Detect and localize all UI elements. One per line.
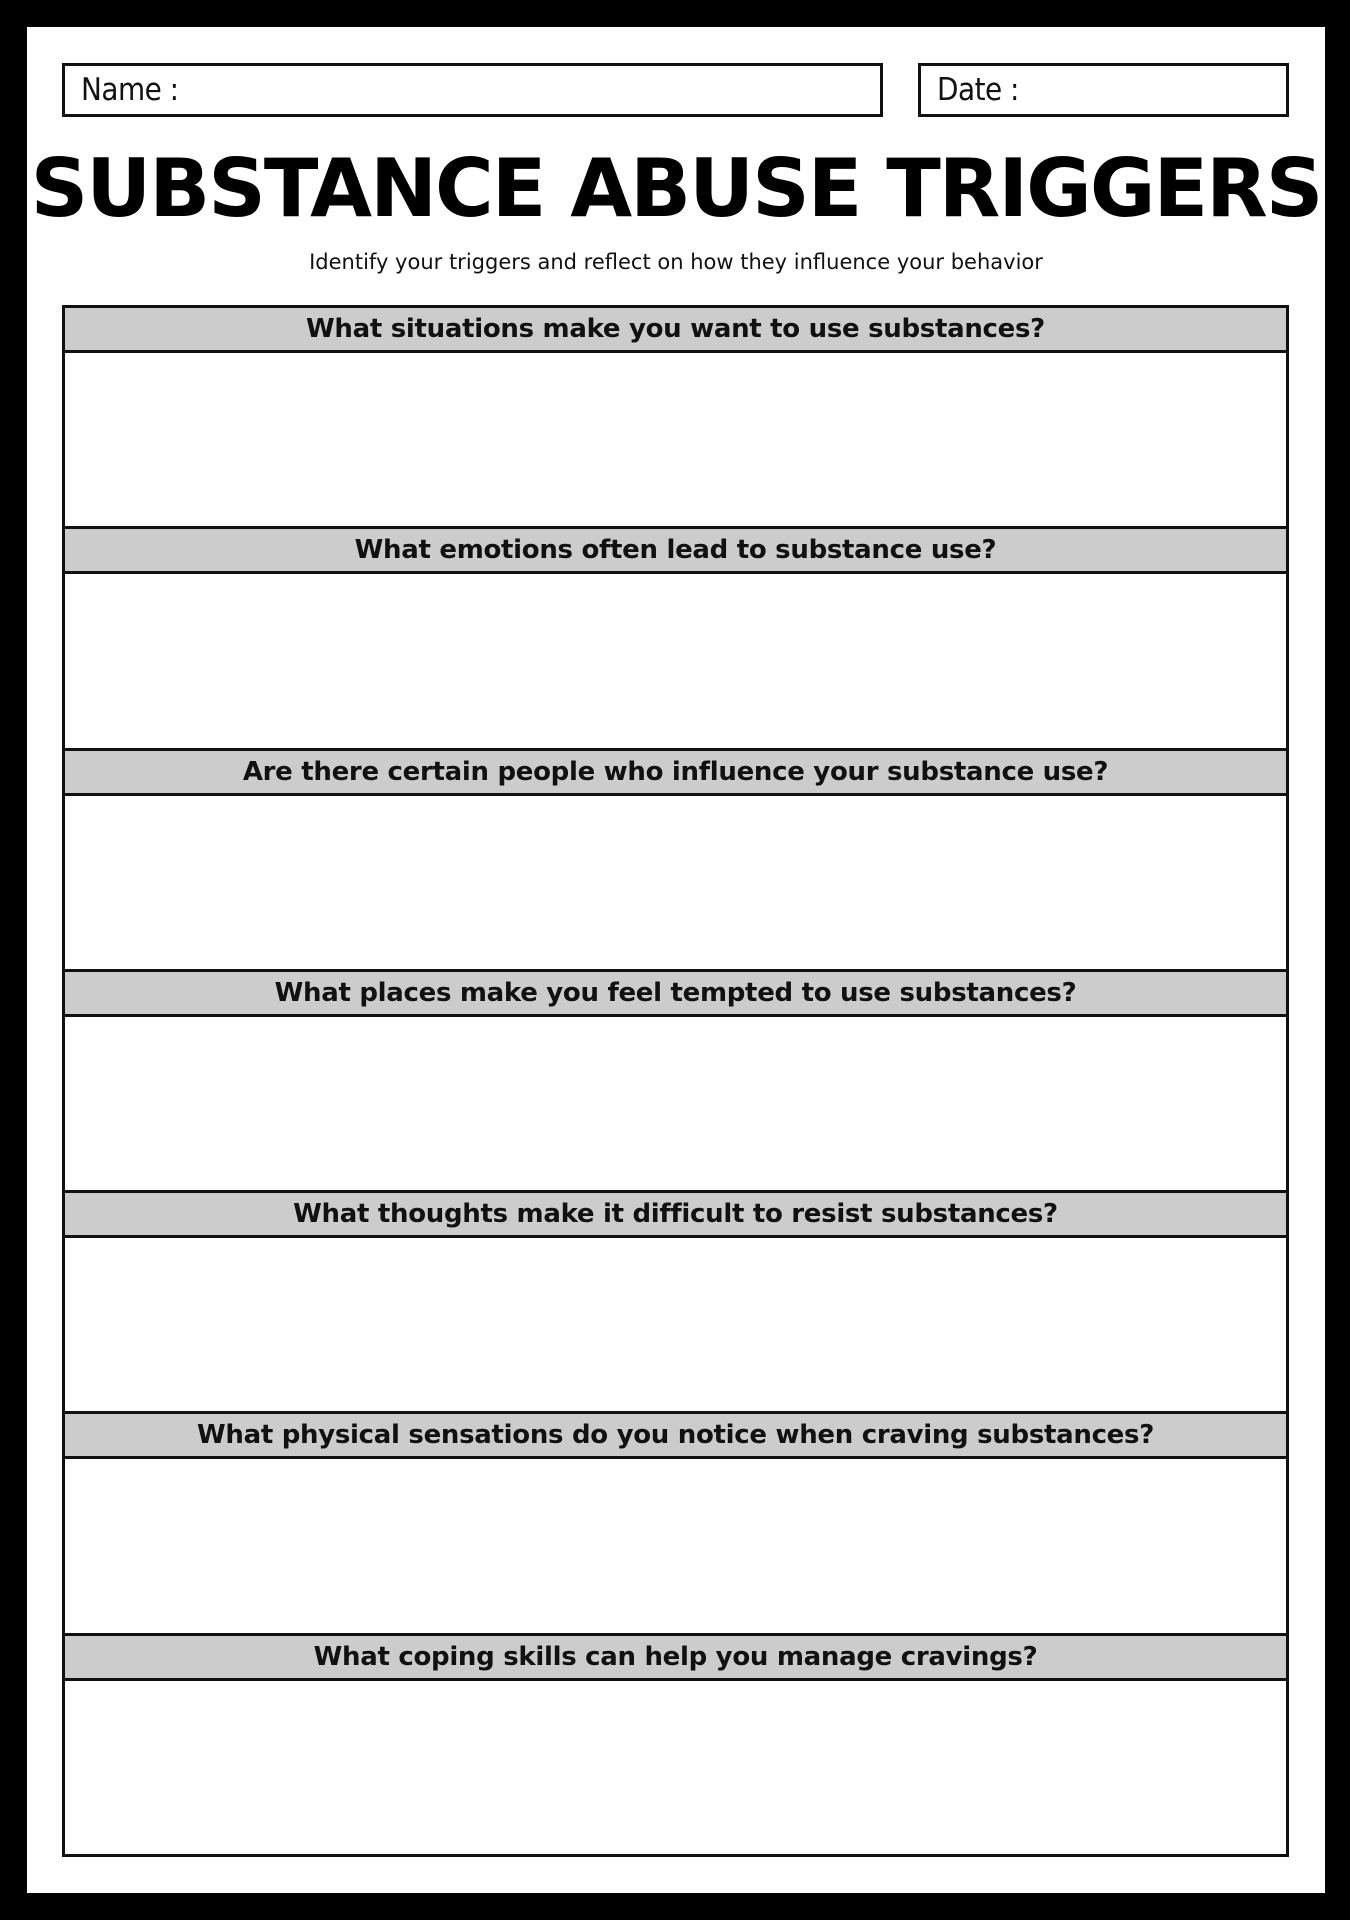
question-section <box>65 529 1286 750</box>
question-heading: What physical sensations do you notice when craving substances? <box>65 1414 1286 1459</box>
questions-table <box>62 305 1289 1857</box>
worksheet-page <box>27 27 1325 1893</box>
answer-area[interactable] <box>65 796 1286 969</box>
answer-area[interactable] <box>65 1238 1286 1411</box>
answer-area[interactable] <box>65 1017 1286 1190</box>
date-field[interactable] <box>918 63 1289 117</box>
question-heading: What emotions often lead to substance use? <box>65 529 1286 574</box>
question-section <box>65 972 1286 1193</box>
name-label: Name : <box>81 72 179 108</box>
question-section <box>65 308 1286 529</box>
question-heading: What situations make you want to use substances? <box>65 308 1286 353</box>
name-field[interactable] <box>62 63 883 117</box>
question-heading: Are there certain people who influence your substance use? <box>65 751 1286 796</box>
page-subtitle: Identify your triggers and reflect on how they influence your behavior <box>309 250 1043 274</box>
question-section <box>65 751 1286 972</box>
question-section <box>65 1414 1286 1635</box>
answer-area[interactable] <box>65 353 1286 526</box>
question-heading: What thoughts make it difficult to resist substances? <box>65 1193 1286 1238</box>
answer-area[interactable] <box>65 1681 1286 1854</box>
question-section <box>65 1193 1286 1414</box>
page-title: SUBSTANCE ABUSE TRIGGERS <box>30 142 1322 235</box>
answer-area[interactable] <box>65 574 1286 747</box>
question-heading: What places make you feel tempted to use substances? <box>65 972 1286 1017</box>
question-heading: What coping skills can help you manage cravings? <box>65 1636 1286 1681</box>
question-section <box>65 1636 1286 1854</box>
answer-area[interactable] <box>65 1459 1286 1632</box>
date-label: Date : <box>937 72 1019 108</box>
